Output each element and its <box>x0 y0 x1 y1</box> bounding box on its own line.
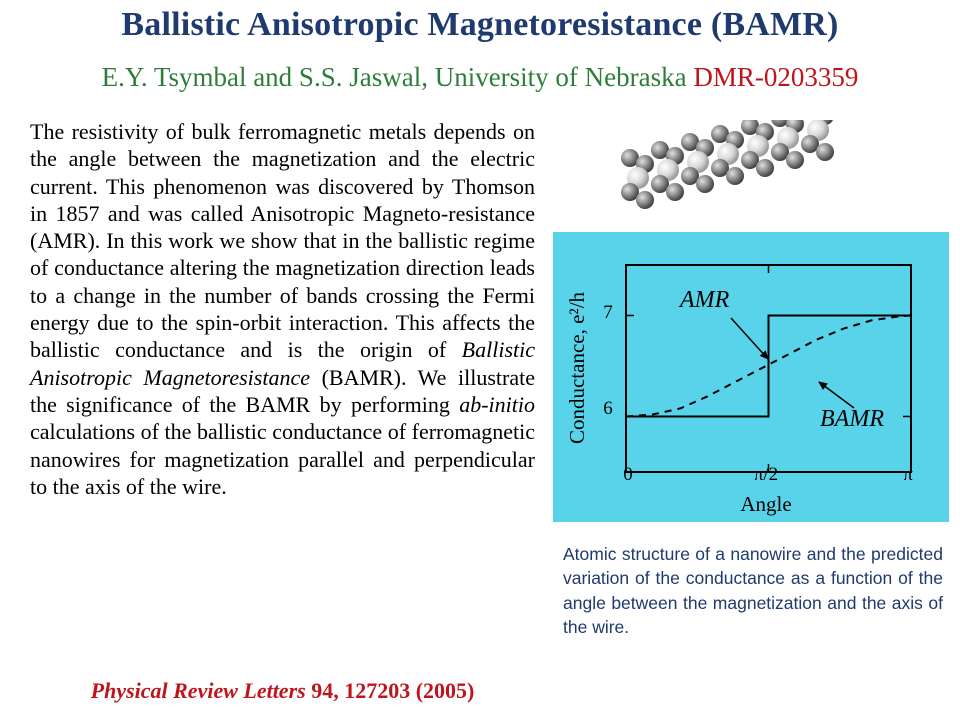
y-tick-label-6: 6 <box>603 398 613 419</box>
citation <box>30 678 535 704</box>
atom <box>636 191 654 209</box>
author-names: E.Y. Tsymbal and S.S. Jaswal, University of Nebraska <box>101 62 694 92</box>
body-segment-3: calculations of the ballistic conductance of ferromagnetic nanowires for magnetization parallel and perpendicular to the axis of the wire. <box>30 419 535 499</box>
body-italic-bamr: Ballistic Anisotropic Magnetoresistance <box>30 337 535 390</box>
body-paragraph <box>30 118 535 500</box>
y-axis-label: Conductance, e²/h <box>565 291 589 445</box>
figure-caption: Atomic structure of a nanowire and the predicted variation of the conductance as a function of the angle between the magnetization and the axis of the wire. <box>563 544 943 637</box>
authors-line <box>0 62 960 93</box>
atom <box>786 151 804 169</box>
x-axis-label: Angle <box>740 492 792 516</box>
nanowire-structure-image <box>612 120 852 220</box>
conductance-chart <box>553 232 949 522</box>
y-tick-label-7: 7 <box>603 302 613 323</box>
x-tick-label-0: 0 <box>623 464 633 485</box>
x-tick-label-pi-half: π/2 <box>753 464 779 485</box>
atom <box>726 167 744 185</box>
atom <box>816 143 834 161</box>
chart-background <box>553 232 949 522</box>
slide-title: Ballistic Anisotropic Magnetoresistance (BAMR) <box>121 6 839 43</box>
x-tick-label-pi: π <box>903 464 913 485</box>
atom <box>756 159 774 177</box>
atom <box>666 183 684 201</box>
citation-journal: Physical Review Letters <box>90 678 306 703</box>
body-italic-ab-initio: ab-initio <box>459 391 535 417</box>
body-segment-2: (BAMR). We illustrate the significance of the BAMR by performing <box>30 364 535 417</box>
annotation-bamr: BAMR <box>820 406 884 432</box>
annotation-amr: AMR <box>680 287 730 313</box>
atom <box>696 175 714 193</box>
grant-number: DMR-0203359 <box>693 62 859 92</box>
citation-ref: 94, 127203 (2005) <box>305 678 475 703</box>
body-segment-1: The resistivity of bulk ferromagnetic metals depends on the angle between the magnetization and the electric current. This phenomenon was discovered by Thomson in 1857 and was called Anisotropic Magneto-resistance (AMR). In this work we show that in the ballistic regime of conductance altering the magnetization direction leads to a change in the number of bands crossing the Fermi energy due to the spin-orbit interaction. This affects the ballistic conductance and is the origin of <box>30 119 535 363</box>
